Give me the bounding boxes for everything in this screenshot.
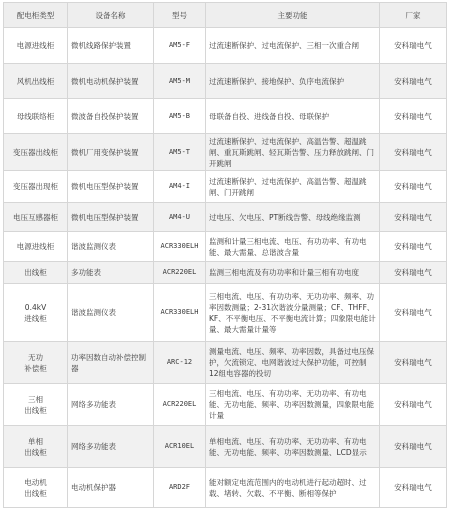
function-cell: 过流速断保护、接地保护、负序电流保护 — [206, 64, 380, 99]
device-name-cell: 微机电动机保护装置 — [68, 64, 154, 99]
device-name-cell: 网络多功能表 — [68, 426, 154, 468]
table-row — [4, 28, 447, 64]
function-cell: 过电压、欠电压、PT断线告警、母线绝缘监测 — [206, 203, 380, 232]
model-cell: ACR220EL — [154, 384, 206, 426]
model-cell: AM5-F — [154, 28, 206, 64]
manufacturer-cell: 安科瑞电气 — [380, 342, 447, 384]
table-row — [4, 99, 447, 134]
manufacturer-cell: 安科瑞电气 — [380, 171, 447, 203]
device-name-cell: 多功能表 — [68, 262, 154, 284]
manufacturer-cell: 安科瑞电气 — [380, 384, 447, 426]
cabinet-type-cell: 母线联络柜 — [4, 99, 68, 134]
function-cell: 监测和计量三相电流、电压、有功功率、有功电能、最大需量、总谐波含量 — [206, 232, 380, 262]
table-row — [4, 171, 447, 203]
device-name-cell: 功率因数自动补偿控制器 — [68, 342, 154, 384]
table-row — [4, 262, 447, 284]
table-row — [4, 232, 447, 262]
table-row — [4, 468, 447, 508]
manufacturer-cell: 安科瑞电气 — [380, 262, 447, 284]
function-cell: 单相电流、电压、有功功率、无功功率、有功电能、无功电能、频率、功率因数测量、LCD显示 — [206, 426, 380, 468]
cabinet-type-cell: 单相 出线柜 — [4, 426, 68, 468]
table-body — [4, 28, 447, 508]
device-name-cell: 微机厂用变保护装置 — [68, 134, 154, 171]
device-name-cell: 电动机保护器 — [68, 468, 154, 508]
manufacturer-cell: 安科瑞电气 — [380, 64, 447, 99]
header-cabinet-type: 配电柜类型 — [4, 3, 68, 28]
model-cell: AM5-B — [154, 99, 206, 134]
cabinet-type-cell: 变压器出现柜 — [4, 171, 68, 203]
manufacturer-cell: 安科瑞电气 — [380, 232, 447, 262]
function-cell: 母联备自投、进线备自投、母联保护 — [206, 99, 380, 134]
device-name-cell: 微机电压型保护装置 — [68, 171, 154, 203]
table-row — [4, 384, 447, 426]
device-name-cell: 微机电压型保护装置 — [68, 203, 154, 232]
model-cell: ACR330ELH — [154, 284, 206, 342]
cabinet-type-cell: 电源进线柜 — [4, 232, 68, 262]
function-cell: 三相电流、电压、有功功率、无功功率、频率、功率因数测量；2-31次谐波分量测量；CF、THFF、KF、不平衡电压、不平衡电流计算；四象限电能计量、最大需量计量等 — [206, 284, 380, 342]
manufacturer-cell: 安科瑞电气 — [380, 284, 447, 342]
table-header-row — [4, 3, 447, 28]
function-cell: 监测三相电流及有功功率和计量三相有功电度 — [206, 262, 380, 284]
cabinet-type-cell: 出线柜 — [4, 262, 68, 284]
function-cell: 三相电流、电压、有功功率、无功功率、有功电能、无功电能、频率、功率因数测量，四象限电能计量 — [206, 384, 380, 426]
device-name-cell: 谐波监测仪表 — [68, 284, 154, 342]
manufacturer-cell: 安科瑞电气 — [380, 99, 447, 134]
model-cell: AM5-M — [154, 64, 206, 99]
cabinet-type-cell: 电动机 出线柜 — [4, 468, 68, 508]
table-row — [4, 64, 447, 99]
model-cell: AM4-I — [154, 171, 206, 203]
cabinet-type-cell: 无功 补偿柜 — [4, 342, 68, 384]
table-row — [4, 203, 447, 232]
device-name-cell: 微波备自投保护装置 — [68, 99, 154, 134]
manufacturer-cell: 安科瑞电气 — [380, 28, 447, 64]
cabinet-type-cell: 电压互感器柜 — [4, 203, 68, 232]
model-cell: ACR220EL — [154, 262, 206, 284]
equipment-table — [3, 2, 447, 508]
model-cell: ARD2F — [154, 468, 206, 508]
manufacturer-cell: 安科瑞电气 — [380, 468, 447, 508]
model-cell: ACR330ELH — [154, 232, 206, 262]
model-cell: AM5-T — [154, 134, 206, 171]
device-name-cell: 微机线路保护装置 — [68, 28, 154, 64]
table-row — [4, 342, 447, 384]
manufacturer-cell: 安科瑞电气 — [380, 203, 447, 232]
function-cell: 测量电流、电压、频率、功率因数，具备过电压保护，欠流锁定、电网谐波过大保护功能，可控制12组电容器的投切 — [206, 342, 380, 384]
function-cell: 过流速断保护、过电流保护、三相一次重合闸 — [206, 28, 380, 64]
model-cell: AM4-U — [154, 203, 206, 232]
model-cell: ARC-12 — [154, 342, 206, 384]
cabinet-type-cell: 电源进线柜 — [4, 28, 68, 64]
table-row — [4, 134, 447, 171]
cabinet-type-cell: 0.4kV 进线柜 — [4, 284, 68, 342]
table-row — [4, 284, 447, 342]
device-name-cell: 网络多功能表 — [68, 384, 154, 426]
header-device-name: 设备名称 — [68, 3, 154, 28]
function-cell: 过流速断保护、过电流保护、高温告警、超温跳闸、门开跳闸 — [206, 171, 380, 203]
cabinet-type-cell: 三相 出线柜 — [4, 384, 68, 426]
manufacturer-cell: 安科瑞电气 — [380, 426, 447, 468]
header-manufacturer: 厂家 — [380, 3, 447, 28]
function-cell: 能对额定电流范围内的电动机进行起动超时、过载、堵转、欠载、不平衡、断相等保护 — [206, 468, 380, 508]
table-row — [4, 426, 447, 468]
manufacturer-cell: 安科瑞电气 — [380, 134, 447, 171]
device-name-cell: 谐波监测仪表 — [68, 232, 154, 262]
model-cell: ACR10EL — [154, 426, 206, 468]
cabinet-type-cell: 变压器出线柜 — [4, 134, 68, 171]
cabinet-type-cell: 风机出线柜 — [4, 64, 68, 99]
header-main-function: 主要功能 — [206, 3, 380, 28]
header-model: 型号 — [154, 3, 206, 28]
function-cell: 过流速断保护、过电流保护、高温告警、超温跳闸、重瓦斯跳闸、轻瓦斯告警、压力释放跳闸、门开跳闸 — [206, 134, 380, 171]
